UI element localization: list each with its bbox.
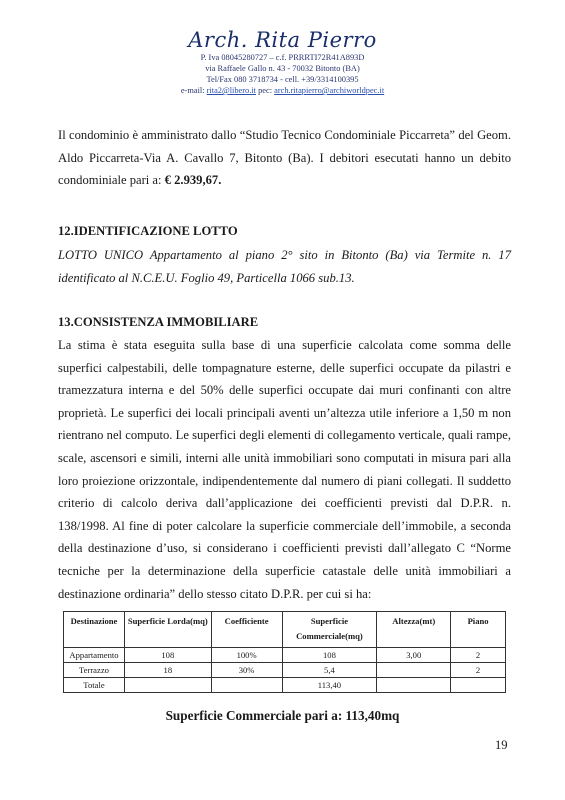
surface-table — [63, 611, 506, 693]
section-13-text: La stima è stata eseguita sulla base di una superficie calcolata come somma delle superfici calpestabili, delle tompagnature esterne, delle superfici occupate da pilastri e tramezzatura interna e del 50% delle superfici occupate dai muri confinanti con altre proprietà. Le superfici dei locali principali aventi un’altezza utile inferiore a 1,50 m non rientrano nel computo. Le superfici degli elementi di collegamento verticale, quali rampe, scale, ascensori e simili, interni alle unità immobiliari sono computati in misura pari alla loro proiezione orizzontale, indipendentemente dal numero di piani collegati. Il suddetto criterio di calcolo deriva dall’applicazione dei coefficienti previsti dal D.P.R. n. 138/1998. Al fine di poter calcolare la superficie commerciale dell’immobile, a seconda della destinazione d’uso, si considerano i coefficienti previsti dall’allegato C “Norme tecniche per la determinazione della superficie catastale delle unità immobiliari a destinazione ordinaria” dello stesso citato D.P.R. per cui si ha: — [58, 338, 511, 601]
table-header: Superficie Lorda(mq) — [124, 612, 211, 648]
table-cell: 2 — [451, 663, 506, 678]
table-cell — [451, 678, 506, 693]
table-cell: 2 — [451, 648, 506, 663]
table-row — [64, 663, 506, 678]
email-label: e-mail: — [180, 86, 205, 95]
pec-link[interactable]: arch.ritapierro@archiworldpec.it — [274, 86, 385, 95]
table-cell: 18 — [124, 663, 211, 678]
table-cell: 30% — [211, 663, 282, 678]
table-cell — [377, 678, 451, 693]
condominium-paragraph — [58, 124, 511, 192]
table-cell: 108 — [124, 648, 211, 663]
contact-line — [0, 85, 565, 96]
section-12-title: 12.IDENTIFICAZIONE LOTTO — [58, 224, 238, 238]
section-13-title: 13.CONSISTENZA IMMOBILIARE — [58, 315, 259, 329]
table-header: Altezza(mt) — [377, 612, 451, 648]
table-cell — [377, 663, 451, 678]
debt-amount: € 2.939,67. — [164, 173, 222, 188]
table-cell: 113,40 — [282, 678, 377, 693]
table-cell — [211, 678, 282, 693]
table-cell: Terrazzo — [64, 663, 125, 678]
table-header: Coefficiente — [211, 612, 282, 648]
table-header: Superficie Commerciale(mq) — [282, 612, 377, 648]
address-line: via Raffaele Gallo n. 43 - 70032 Bitonto (BA) — [205, 64, 360, 73]
table-cell: 108 — [282, 648, 377, 663]
section-12-text: LOTTO UNICO Appartamento al piano 2° sito in Bitonto (Ba) via Termite n. 17 identificato al N.C.E.U. Foglio 49, Particella 1066 sub.13. — [58, 248, 511, 285]
table-cell: Totale — [64, 678, 125, 693]
table-cell — [124, 678, 211, 693]
table-cell: 5,4 — [282, 663, 377, 678]
condominium-text: Il condominio è amministrato dallo “Studio Tecnico Condominiale Piccarreta” del Geom. Aldo Piccarreta-Via A. Cavallo 7, Bitonto (Ba). I debitori esecutati hanno un debito condominiale pari a: — [58, 128, 511, 188]
table-cell: Appartamento — [64, 648, 125, 663]
architect-logo: Arch. Rita Pierro — [188, 28, 377, 52]
vat-line: P. Iva 08045280727 – c.f. PRRRTI72R41A893D — [200, 53, 365, 62]
pec-label: pec: — [258, 86, 273, 95]
table-row — [64, 648, 506, 663]
commercial-surface-summary: Superficie Commerciale pari a: 113,40mq — [165, 708, 400, 723]
page-number: 19 — [495, 738, 508, 752]
letterhead — [0, 28, 565, 96]
phone-line: Tel/Fax 080 3718734 - cell. +39/3314100395 — [206, 75, 359, 84]
table-cell: 3,00 — [377, 648, 451, 663]
table-header-row — [64, 612, 506, 648]
table-cell: 100% — [211, 648, 282, 663]
email-link[interactable]: rita2@libero.it — [206, 86, 256, 95]
table-header: Piano — [451, 612, 506, 648]
table-header: Destinazione — [64, 612, 125, 648]
table-row — [64, 678, 506, 693]
